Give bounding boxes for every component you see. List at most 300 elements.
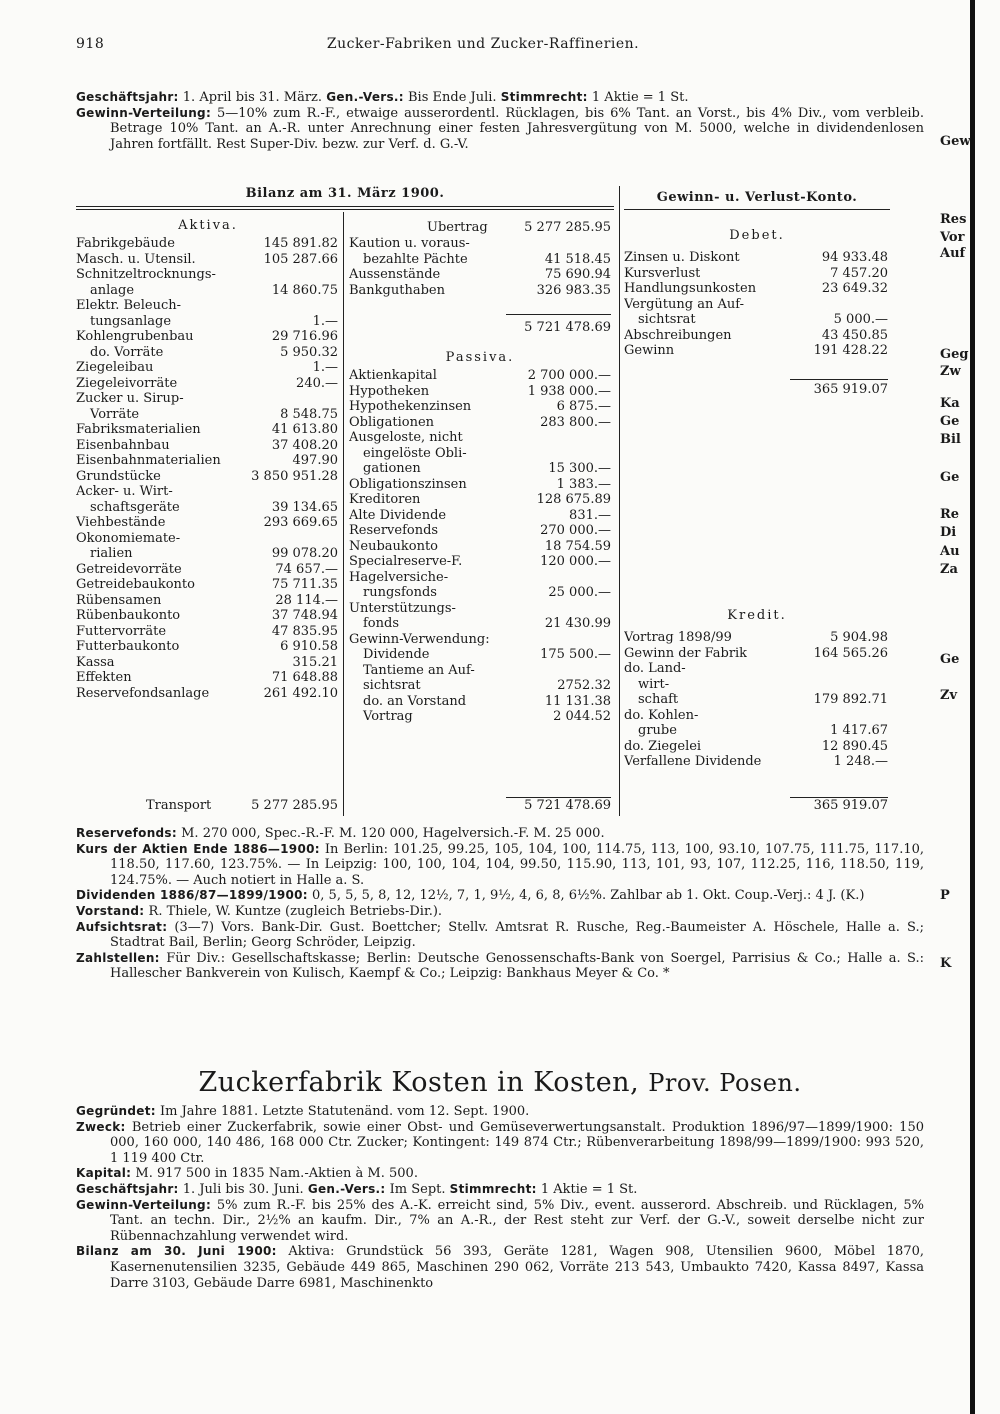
edge-fragment: Geg — [940, 347, 969, 362]
ledger-value: 128 675.89 — [536, 492, 611, 507]
uebertrag — [349, 220, 611, 236]
ledger-row — [76, 391, 338, 407]
page-number: 918 — [76, 36, 105, 52]
ledger-row — [76, 360, 338, 376]
ledger-row — [349, 709, 611, 725]
text-stimmrecht-2: 1 Aktie = 1 St. — [536, 1181, 638, 1197]
ledger-value: 75 711.35 — [271, 577, 338, 592]
ledger-label: bezahlte Pächte — [363, 251, 468, 267]
ledger-label: Aussenstände — [349, 267, 441, 282]
ledger-value: 240.— — [296, 375, 338, 391]
ledger-label: Vergütung an Auf- — [624, 296, 744, 312]
ledger-row — [349, 539, 611, 555]
ledger-label: Reservefonds — [349, 523, 439, 538]
ledger-row — [624, 281, 888, 297]
ledger-label: Hypotheken — [349, 383, 430, 399]
aktiva-total: 5 721 478.69 — [524, 320, 611, 335]
ledger-value: 94 933.48 — [821, 250, 888, 265]
ledger-value: 47 835.95 — [271, 623, 338, 639]
guv-title: Gewinn- u. Verlust-Konto. — [656, 190, 858, 205]
ledger-row — [76, 298, 338, 314]
note-text: 0, 5, 5, 5, 8, 12, 12½, 7, 1, 9½, 4, 6, 8, 6½%. Zahlbar ab 1. Okt. Coup.-Verj.: 4 J. (K.) — [307, 888, 865, 904]
ledger-label: gationen — [363, 461, 421, 476]
aktiva-list — [76, 236, 338, 701]
text-kapital: M. 917 500 in 1835 Nam.-Aktien à M. 500. — [131, 1166, 418, 1182]
ledger-label: wirt- — [638, 676, 670, 692]
ledger-value: 6 910.58 — [280, 639, 338, 654]
debet-list — [624, 250, 888, 359]
ledger-row — [624, 250, 888, 266]
ledger-value: 1 417.67 — [830, 723, 888, 738]
ledger-row — [624, 312, 888, 328]
ledger-row — [76, 655, 338, 671]
note-label: Zahlstellen: — [76, 950, 160, 965]
ledger-label: Effekten — [76, 670, 132, 685]
label-stimmrecht-2: Stimmrecht: — [449, 1181, 537, 1196]
ledger-row — [349, 461, 611, 477]
label-kapital: Kapital: — [76, 1166, 132, 1181]
rule — [624, 209, 890, 210]
ledger-label: Zucker u. Sirup- — [76, 391, 184, 406]
ledger-label: Kaution u. voraus- — [349, 236, 470, 251]
ledger-value: 71 648.88 — [271, 670, 338, 685]
edge-fragment: Zw — [940, 364, 961, 379]
ledger-value: 5 904.98 — [830, 630, 888, 645]
ledger-row — [76, 283, 338, 299]
aktiva-total-row — [349, 320, 611, 336]
ledger-label: anlage — [90, 282, 135, 298]
label-geschaeftsjahr: Geschäftsjahr: — [76, 90, 179, 104]
ledger-label: Futterbaukonto — [76, 639, 180, 654]
ledger-label: Obligationszinsen — [349, 476, 467, 492]
ledger-row — [76, 422, 338, 438]
ledger-label: Handlungsunkosten — [624, 281, 757, 296]
notes-block — [76, 826, 924, 982]
ledger-label: do. Kohlen- — [624, 707, 699, 723]
ledger-value: 1 383.— — [556, 476, 611, 492]
edge-fragment: Zv — [940, 688, 958, 703]
ledger-label: Ausgeloste, nicht — [349, 430, 463, 445]
ledger-label: Unterstützungs- — [349, 600, 456, 616]
ledger-value: 191 428.22 — [813, 343, 888, 358]
ledger-row — [76, 639, 338, 655]
ledger-row — [349, 585, 611, 601]
ledger-label: Kreditoren — [349, 492, 421, 507]
ledger-row — [76, 515, 338, 531]
ledger-value: 2 700 000.— — [527, 368, 611, 383]
ledger-value: 164 565.26 — [813, 645, 888, 661]
aktiva-heading: Aktiva. — [178, 218, 238, 233]
ledger-label: Masch. u. Utensil. — [76, 251, 196, 267]
transport-label: Transport — [146, 798, 212, 813]
label-gen-vers-2: Gen.-Vers.: — [307, 1181, 386, 1196]
text-gen-vers: Bis Ende Juli. — [403, 90, 501, 105]
ledger-row — [349, 523, 611, 539]
ledger-row — [624, 754, 888, 770]
ledger-row — [76, 686, 338, 702]
ledger-value: 315.21 — [292, 654, 338, 670]
ledger-row — [349, 616, 611, 632]
ledger-row — [349, 601, 611, 617]
note-label: Reservefonds: — [76, 826, 177, 840]
text-gegruendet: Im Jahre 1881. Letzte Statutenänd. vom 12. Sept. 1900. — [155, 1104, 530, 1119]
label-gewinn-verteilung-2: Gewinn-Verteilung: — [76, 1197, 212, 1212]
note-label: Aufsichtsrat: — [76, 919, 168, 934]
debet-heading: Debet. — [729, 228, 785, 243]
ledger-value: 25 000.— — [548, 585, 611, 600]
ledger-label: Schnitzeltrocknungs- — [76, 267, 216, 282]
ledger-value: 1.— — [312, 313, 338, 329]
ledger-row — [624, 266, 888, 282]
ledger-label: Vortrag 1898/99 — [624, 630, 732, 645]
ledger-row — [76, 484, 338, 500]
ledger-value: 1.— — [312, 360, 338, 375]
note-paragraph — [76, 950, 924, 982]
ledger-row — [76, 469, 338, 485]
text-gen-vers-2: Im Sept. — [385, 1181, 450, 1197]
ledger-row — [76, 252, 338, 268]
ledger-label: sichtsrat — [363, 678, 421, 693]
ledger-label: Eisenbahnmaterialien — [76, 453, 221, 468]
ledger-value: 8 548.75 — [280, 406, 338, 422]
aktiva-transport — [76, 798, 338, 814]
ledger-row — [76, 236, 338, 252]
edge-fragment: Ge — [940, 470, 960, 485]
ledger-row — [349, 678, 611, 694]
text-gewinn-verteilung-2: 5% zum R.-F. bis 25% des A.-K. erreicht sind, 5% Div., event. ausserord. Abschreib. und Rücklagen, 5% Tant. an techn. Dir., 2½% an kaufm. Dir., 7% an A.-R., der Rest steht zur Verf. der G.-V., soweit derselbe nicht zur Rübennachzahlung verwendet wird. — [110, 1197, 924, 1244]
ledger-label: do. Ziegelei — [624, 738, 702, 754]
ledger-row — [349, 570, 611, 586]
ledger-value: 37 408.20 — [271, 437, 338, 453]
note-paragraph — [76, 841, 924, 889]
ledger-row — [349, 477, 611, 493]
ledger-row — [349, 446, 611, 462]
ledger-value: 23 649.32 — [821, 281, 888, 296]
sum-rule — [506, 314, 611, 315]
ledger-label: Gewinn — [624, 343, 675, 358]
ledger-value: 15 300.— — [548, 461, 611, 476]
label-gen-vers: Gen.-Vers.: — [326, 90, 404, 104]
ledger-row — [76, 500, 338, 516]
ledger-row — [76, 562, 338, 578]
ledger-value: 74 657.— — [275, 561, 338, 577]
label-gewinn-verteilung: Gewinn-Verteilung: — [76, 105, 212, 120]
note-paragraph — [76, 888, 924, 904]
uebertrag-value: 5 277 285.95 — [524, 220, 611, 235]
company-subtitle: Prov. Posen. — [648, 1069, 802, 1097]
text-stimmrecht: 1 Aktie = 1 St. — [587, 90, 689, 105]
kredit-list — [624, 630, 888, 770]
rule — [76, 209, 614, 210]
ledger-label: grube — [638, 723, 677, 738]
ledger-label: Hagelversiche- — [349, 569, 449, 585]
ledger-label: do. Land- — [624, 661, 686, 676]
ledger-label: Obligationen — [349, 414, 435, 430]
note-label: Dividenden 1886/87—1899/1900: — [76, 888, 308, 903]
edge-fragment: Ka — [940, 396, 960, 411]
column-divider — [343, 212, 344, 816]
ledger-row — [76, 670, 338, 686]
ledger-value: 41 613.80 — [271, 422, 338, 437]
note-text: R. Thiele, W. Kuntze (zugleich Betriebs-Dir.). — [144, 903, 443, 919]
ledger-row — [76, 531, 338, 547]
ledger-label: Alte Dividende — [349, 507, 447, 523]
ledger-row — [349, 663, 611, 679]
note-paragraph — [76, 903, 924, 920]
ledger-value: 105 287.66 — [263, 251, 338, 267]
text-geschaeftsjahr-2: 1. Juli bis 30. Juni. — [178, 1181, 308, 1197]
ledger-value: 3 850 951.28 — [251, 468, 338, 484]
transport-value: 5 277 285.95 — [251, 798, 338, 813]
edge-fragment: Bil — [940, 432, 961, 447]
kredit-heading: Kredit. — [727, 608, 787, 623]
ledger-value: 37 748.94 — [271, 608, 338, 623]
ledger-value: 18 754.59 — [544, 538, 611, 554]
ledger-label: Futtervorräte — [76, 623, 167, 639]
ledger-label: Gewinn der Fabrik — [624, 645, 748, 661]
ledger-row — [624, 692, 888, 708]
company-details — [76, 1104, 924, 1291]
ledger-value: 283 800.— — [540, 414, 611, 430]
ledger-value: 6 875.— — [556, 399, 611, 414]
ledger-label: Aktienkapital — [349, 368, 437, 383]
ledger-label: Tantieme an Auf- — [363, 662, 475, 678]
debet-total: 365 919.07 — [813, 382, 888, 397]
ledger-row — [624, 297, 888, 313]
ledger-value: 326 983.35 — [536, 282, 611, 298]
bilanz-title: Bilanz am 31. März 1900. — [245, 186, 445, 201]
text-zweck: Betrieb einer Zuckerfabrik, sowie einer Obst- und Gemüseverwertungsanstalt. Produktion 1896/97—1899/1900: 150 000, 160 000, 140 486, 168 000 Ctr. Zucker; Kontingent: 149 874 Ctr.; Rübenverarbeitung 1898/99—1899/1900: 993 520, 1 119 400 Ctr. — [110, 1119, 924, 1166]
ledger-label: Fabrikgebäude — [76, 236, 175, 251]
edge-fragment: Di — [940, 525, 957, 540]
ledger-row — [349, 694, 611, 710]
ledger-row — [76, 453, 338, 469]
edge-fragment: Res — [940, 212, 967, 227]
ledger-row — [624, 739, 888, 755]
ledger-row — [624, 661, 888, 677]
ledger-value: 7 457.20 — [830, 265, 888, 281]
ledger-label: do. Vorräte — [90, 344, 164, 360]
ledger-label: schaft — [638, 692, 679, 707]
sum-rule — [790, 379, 888, 380]
ledger-row — [349, 647, 611, 663]
ledger-label: schaftsgeräte — [90, 499, 180, 515]
ledger-row — [349, 554, 611, 570]
passiva-heading: Passiva. — [445, 350, 515, 365]
note-text: Für Div.: Gesellschaftskasse; Berlin: Deutsche Genossenschafts-Bank von Soergel, Parrisius & Co.; Halle a. S.: Hallescher Bankverein von Kulisch, Kaempf & Co.; Leipzig: Bankhaus Meyer & Co. * — [110, 950, 924, 982]
company-title: Zuckerfabrik Kosten in Kosten, — [198, 1067, 640, 1098]
label-stimmrecht: Stimmrecht: — [500, 90, 588, 104]
ledger-value: 21 430.99 — [544, 616, 611, 631]
label-geschaeftsjahr-2: Geschäftsjahr: — [76, 1181, 179, 1196]
ledger-value: 5 000.— — [833, 312, 888, 327]
ledger-value: 28 114.— — [275, 592, 338, 608]
edge-fragment: P — [940, 888, 950, 903]
ledger-row — [349, 236, 611, 252]
ledger-label: Vortrag — [363, 709, 413, 724]
ledger-label: Bankguthaben — [349, 282, 445, 298]
kredit-total-row — [624, 798, 888, 814]
edge-fragment: Auf — [940, 246, 966, 261]
passiva-total: 5 721 478.69 — [524, 798, 611, 813]
label-zweck: Zweck: — [76, 1119, 126, 1134]
ledger-value: 270 000.— — [540, 523, 611, 538]
text-geschaeftsjahr: 1. April bis 31. März. — [178, 90, 327, 105]
ledger-value: 831.— — [569, 507, 611, 523]
ledger-row — [349, 368, 611, 384]
ledger-label: Rübensamen — [76, 592, 162, 608]
ledger-value: 175 500.— — [540, 647, 611, 662]
ledger-row — [76, 546, 338, 562]
ledger-value: 5 950.32 — [280, 344, 338, 360]
ledger-row — [624, 328, 888, 344]
ledger-label: Kursverlust — [624, 265, 701, 281]
ledger-label: Rübenbaukonto — [76, 608, 181, 623]
note-paragraph — [76, 919, 924, 951]
binding-gutter — [970, 0, 975, 1414]
ledger-row — [76, 329, 338, 345]
ledger-row — [76, 577, 338, 593]
ledger-label: Vorräte — [90, 406, 140, 422]
company-details-top — [76, 90, 924, 152]
ledger-row — [349, 492, 611, 508]
ledger-value: 293 669.65 — [263, 515, 338, 530]
ledger-label: Specialreserve-F. — [349, 554, 463, 569]
edge-fragment: Vor — [940, 230, 965, 245]
ledger-value: 261 492.10 — [263, 685, 338, 701]
ledger-value: 29 716.96 — [271, 329, 338, 344]
rule — [76, 206, 614, 207]
ledger-label: Dividende — [363, 647, 430, 662]
ledger-row — [349, 430, 611, 446]
ledger-label: Hypothekenzinsen — [349, 399, 472, 414]
ledger-row — [349, 399, 611, 415]
ledger-label: Getreidebaukonto — [76, 577, 195, 592]
running-title: Zucker-Fabriken und Zucker-Raffinerien. — [326, 36, 640, 52]
ledger-row — [624, 677, 888, 693]
ledger-row — [349, 384, 611, 400]
ledger-row — [76, 438, 338, 454]
ledger-row — [76, 314, 338, 330]
ledger-value: 2 044.52 — [553, 709, 611, 724]
ledger-value: 99 078.20 — [271, 546, 338, 561]
ledger-row — [624, 646, 888, 662]
passiva-list — [349, 368, 611, 725]
ledger-value: 41 518.45 — [544, 251, 611, 267]
ledger-label: Getreidevorräte — [76, 561, 182, 577]
ledger-label: Ökonomiemate- — [76, 530, 181, 546]
ledger-label: tungsanlage — [90, 313, 172, 329]
ledger-row — [76, 624, 338, 640]
ledger-value: 120 000.— — [540, 554, 611, 569]
ledger-label: Elektr. Beleuch- — [76, 298, 182, 313]
ledger-value: 14 860.75 — [271, 282, 338, 298]
ledger-value: 39 134.65 — [271, 499, 338, 515]
note-label: Vorstand: — [76, 903, 145, 918]
passiva-total-row — [349, 798, 611, 814]
ledger-label: fonds — [363, 616, 400, 631]
note-text: In Berlin: 101.25, 99.25, 105, 104, 100, 114.75, 113, 100, 93.10, 107.75, 111.75, 117.10, 118.50, 117.60, 123.75%. — In Leipzig: 100, 100, 104, 104, 99.50, 115.90, 113, 101, 93, 107, 112.25, 116, 118.50, 119, 124.75%. — Auch notiert in Halle a. S. — [110, 841, 924, 888]
ledger-label: Kohlengrubenbau — [76, 329, 194, 344]
ledger-label: Ziegeleivorräte — [76, 375, 178, 391]
ledger-row — [76, 407, 338, 423]
edge-fragment: Za — [940, 562, 958, 577]
ledger-label: eingelöste Obli- — [363, 445, 467, 461]
ledger-label: Zinsen u. Diskont — [624, 250, 740, 265]
ledger-row — [76, 376, 338, 392]
ledger-value: 43 450.85 — [821, 327, 888, 343]
ledger-label: Neubaukonto — [349, 538, 439, 554]
ledger-label: Abschreibungen — [624, 327, 732, 343]
ledger-row — [349, 252, 611, 268]
ledger-row — [624, 723, 888, 739]
kredit-total: 365 919.07 — [813, 798, 888, 813]
note-label: Kurs der Aktien Ende 1886—1900: — [76, 841, 320, 856]
ledger-row — [76, 345, 338, 361]
ledger-row — [76, 267, 338, 283]
edge-fragment: Au — [940, 544, 960, 559]
ledger-label: Gewinn-Verwendung: — [349, 631, 490, 647]
note-text: (3—7) Vors. Bank-Dir. Gust. Boettcher; Stellv. Amtsrat R. Rusche, Reg.-Baumeister A. Höschele, Halle a. S.; Stadtrat Bail, Berlin; Georg Schröder, Leipzig. — [110, 919, 924, 951]
ledger-label: Acker- u. Wirt- — [76, 484, 173, 499]
edge-fragment: Re — [940, 507, 960, 522]
ledger-row — [349, 415, 611, 431]
ledger-value: 11 131.38 — [544, 693, 611, 709]
adjacent-page-edge — [936, 0, 1000, 1414]
text-bilanz-1900: Aktiva: Grundstück 56 393, Geräte 1281, Wagen 908, Utensilien 9600, Möbel 1870, Kasernenutensilien 3235, Gebäude 449 865, Maschinen 290 062, Vorräte 213 543, Umbaukto 7420, Kassa 8497, Kassa Darre 3103, Gebäude Darre 6981, Maschinenkto — [110, 1244, 924, 1291]
label-bilanz-1900: Bilanz am 30. Juni 1900: — [76, 1244, 277, 1259]
uebertrag-label: Übertrag — [427, 220, 488, 235]
ledger-label: Ziegeleibau — [76, 360, 154, 375]
ledger-row — [349, 508, 611, 524]
ledger-label: Grundstücke — [76, 468, 161, 484]
edge-fragment: K — [940, 956, 952, 971]
aktiva-continued-list — [349, 236, 611, 298]
ledger-label: sichtsrat — [638, 312, 696, 327]
ledger-row — [624, 708, 888, 724]
ledger-row — [76, 593, 338, 609]
ledger-label: Viehbestände — [76, 515, 166, 530]
text-gewinn-verteilung: 5—10% zum R.-F., etwaige ausserordentl. Rücklagen, bis 6% Tant. an Vorst., bis 4% Div., vom verbleib. Betrage 10% Tant. an A.-R. unter Anrechnung einer festen Jahresvergütung von M. 5000, welche in dividendenlosen Jahren fortfällt. Rest Super-Div. bezw. zur Verf. d. G.-V. — [110, 105, 924, 152]
ledger-value: 75 690.94 — [544, 267, 611, 282]
company-heading — [0, 1068, 1000, 1098]
ledger-row — [76, 608, 338, 624]
ledger-value: 1 938 000.— — [527, 383, 611, 399]
ledger-label: Verfallene Dividende — [624, 754, 762, 769]
column-divider — [619, 186, 620, 816]
ledger-value: 145 891.82 — [263, 236, 338, 251]
edge-fragment: Ge — [940, 414, 960, 429]
ledger-value: 12 890.45 — [821, 738, 888, 754]
ledger-value: 179 892.71 — [813, 692, 888, 707]
ledger-row — [349, 267, 611, 283]
ledger-value: 497.90 — [292, 453, 338, 468]
label-gegruendet: Gegründet: — [76, 1104, 156, 1118]
ledger-row — [349, 283, 611, 299]
edge-fragment: Ge — [940, 652, 960, 667]
ledger-label: rialien — [90, 546, 133, 561]
running-header — [76, 36, 890, 58]
ledger-label: Fabriksmaterialien — [76, 422, 201, 437]
ledger-label: rungsfonds — [363, 585, 437, 600]
debet-total-row — [624, 382, 888, 398]
ledger-value: 1 248.— — [833, 754, 888, 769]
ledger-label: Eisenbahnbau — [76, 437, 170, 453]
ledger-row — [624, 630, 888, 646]
note-paragraph — [76, 826, 924, 842]
ledger-value: 2752.32 — [557, 678, 611, 693]
note-text: M. 270 000, Spec.-R.-F. M. 120 000, Hagelversich.-F. M. 25 000. — [176, 826, 605, 841]
